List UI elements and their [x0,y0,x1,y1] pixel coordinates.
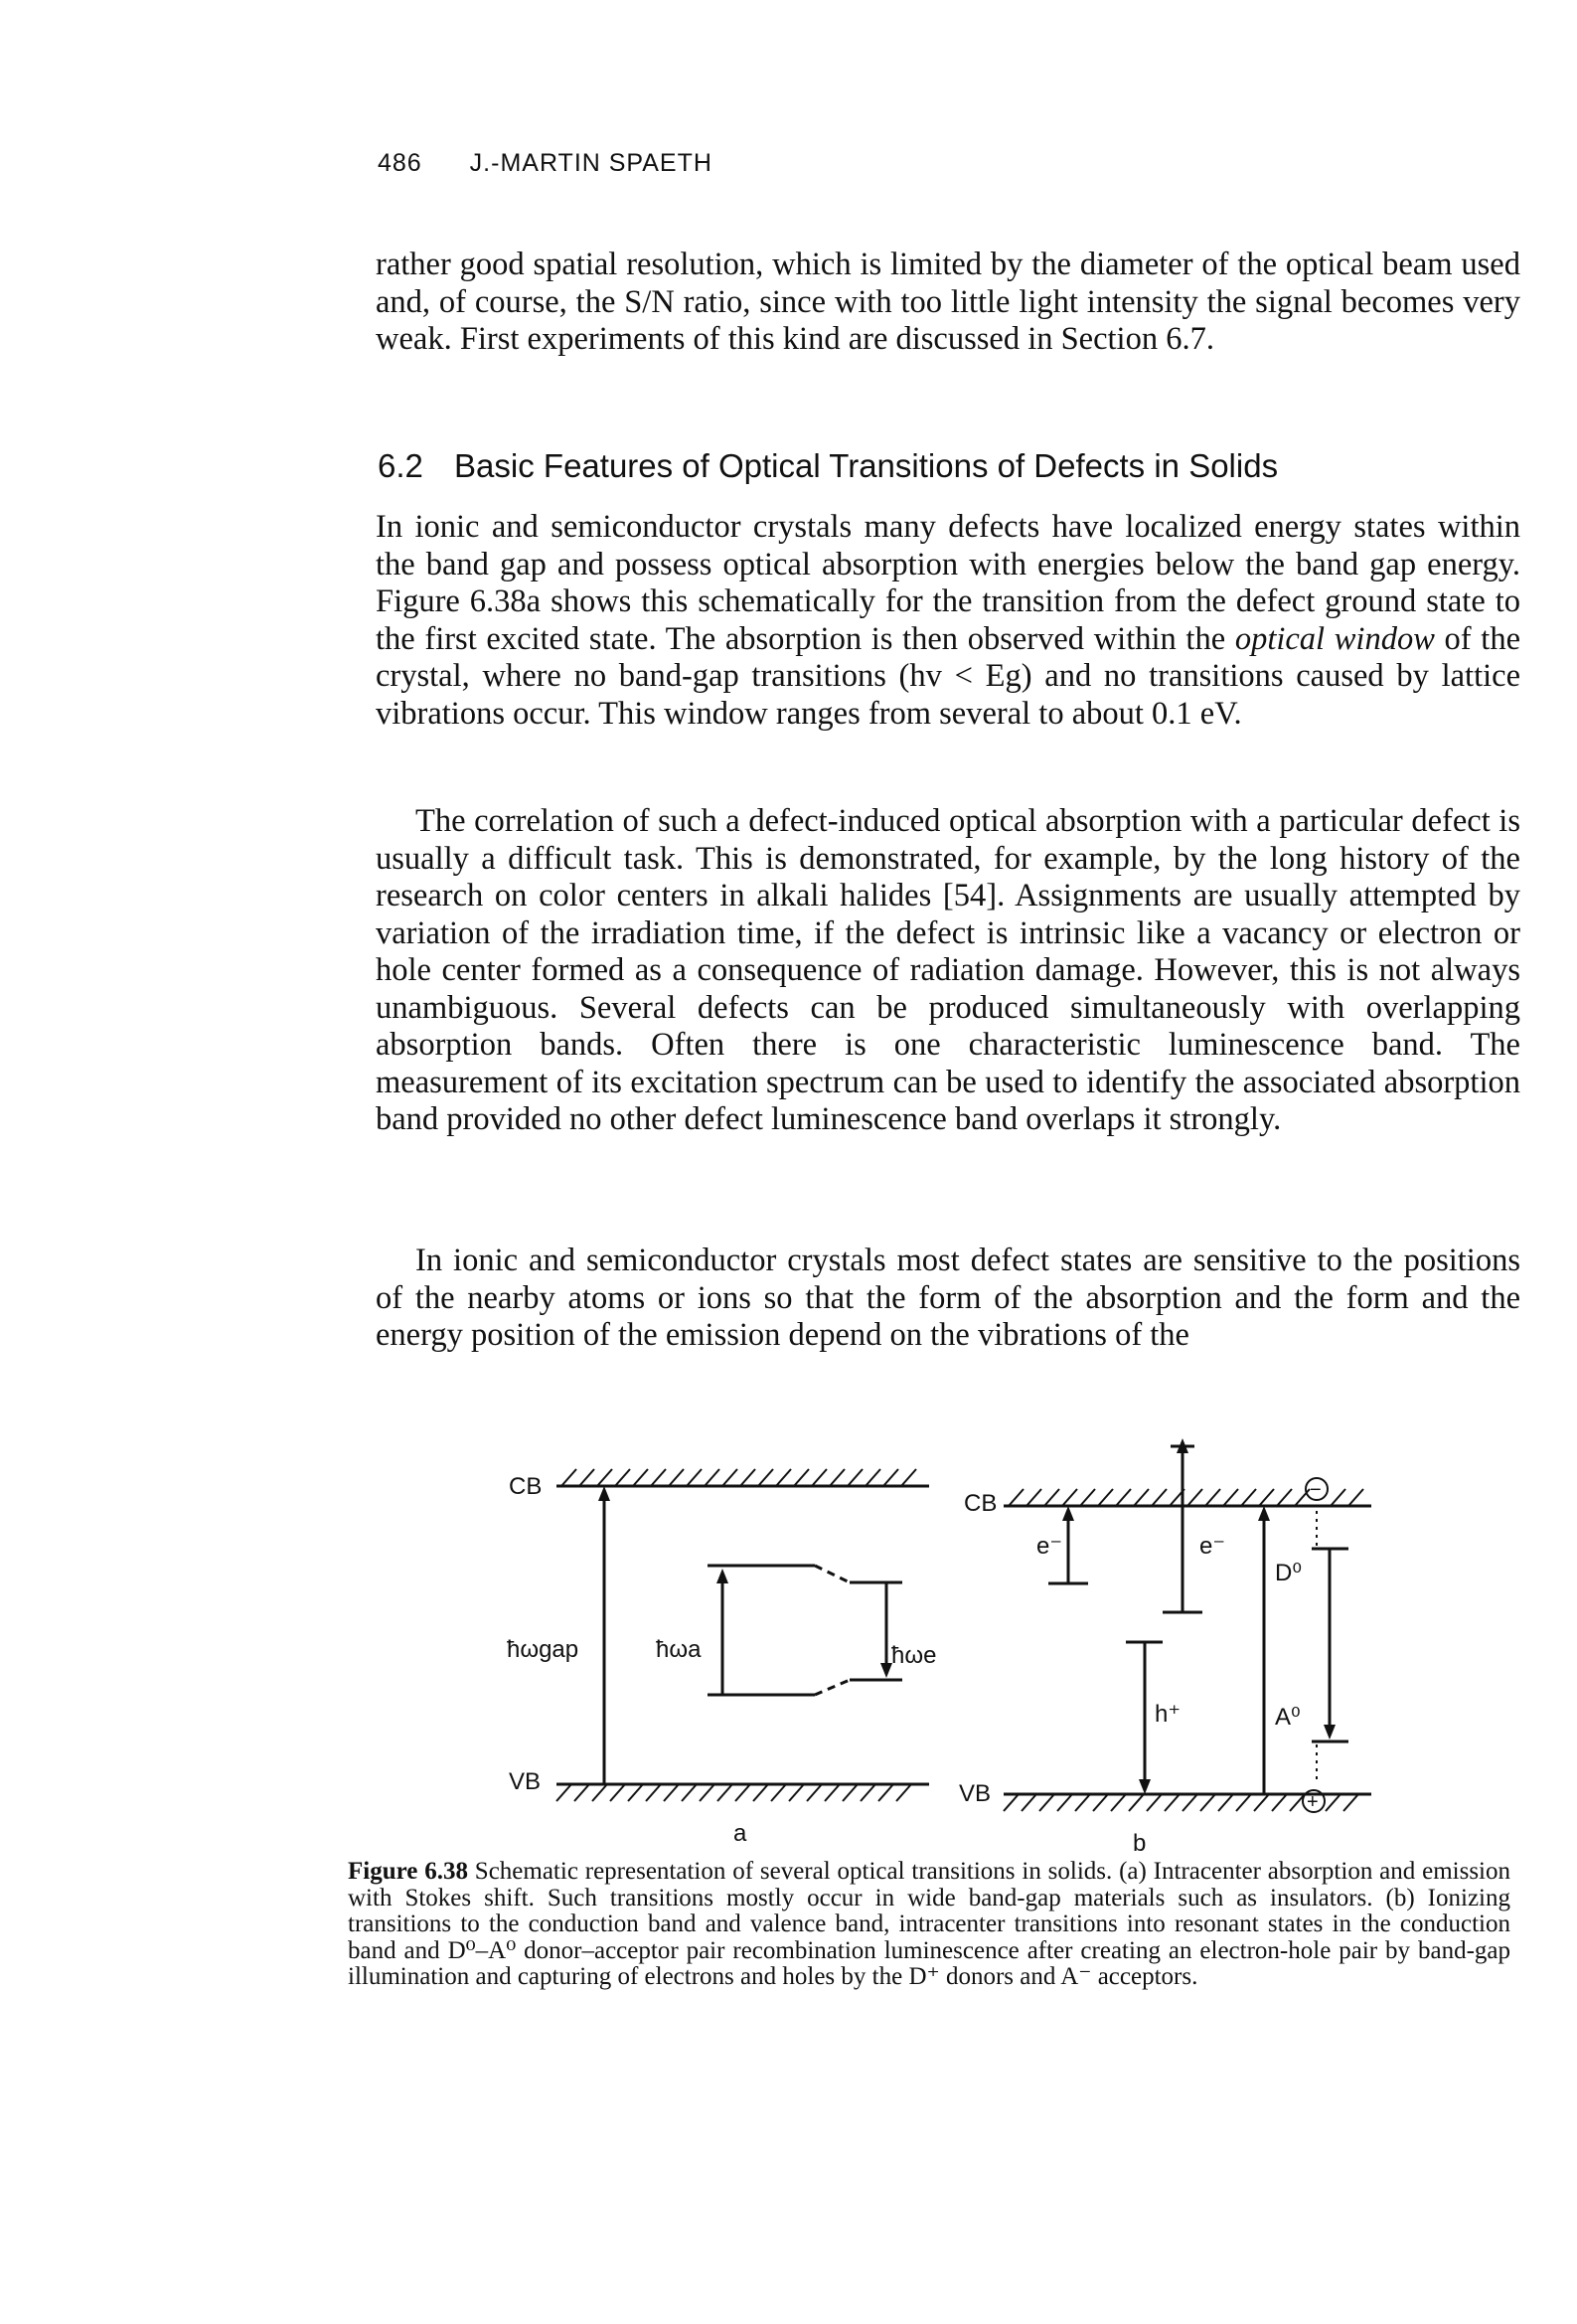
paragraph-vibrations: In ionic and semiconductor crystals most defect states are sensitive to the positions of the nearby atoms or ions so that the form of the absorption and the form and the energy position of the emission depend on the vibrations of the [376,1243,1520,1353]
paragraph-continued: rather good spatial resolution, which is limited by the diameter of the optical beam used and, of course, the S/N ratio, since with too little light intensity the signal becomes very weak. First experiments of this kind are discussed in Section 6.7. [376,247,1520,357]
emphasis-optical-window: optical window [1234,620,1435,657]
vb-hatching-a [556,1784,911,1801]
label-electron-1: e⁻ [1036,1533,1063,1560]
label-hw-gap: ħωgap [507,1636,579,1663]
label-hole: h⁺ [1155,1701,1182,1728]
label-cb-a: CB [509,1473,543,1500]
paragraph-text: of the crystal, where no band-gap transitions (hv < Eg) and no transitions caused by lattice vibrations occur. This window ranges from several to about 0.1 eV. [376,620,1521,732]
figure-caption [348,1859,1510,1991]
cb-hatching-a [561,1469,916,1486]
label-hw-a: ħωa [656,1636,702,1663]
section-number: 6.2 [378,447,423,484]
label-electron-2: e⁻ [1199,1533,1226,1560]
paragraph-correlation: The correlation of such a defect-induced optical absorption with a particular defect is usually a difficult task. This is demonstrated, for example, by the long history of the research on color centers in alkali halides [54]. Assignments are usually attempted by variation of the irradiation time, if the defect is intrinsic like a vacancy or electron or hole center formed as a consequence of radiation damage. However, this is not always unambiguous. Several defects can be produced simultaneously with overlapping absorption bands. Often there is one characteristic luminescence band. The measurement of its excitation spectrum can be used to identify the associated absorption band provided no other defect luminescence band overlaps it strongly. [376,803,1520,1137]
paragraph-text: In ionic and semiconductor crystals many defects have localized energy states within the band gap and possess optical absorption with energies below the band gap energy. Figure 6.38a shows this schematically for the transition from the defect ground state to the first excited state. The absorption is then observed within the [376,509,1520,657]
label-donor: D⁰ [1275,1560,1302,1586]
label-hw-e: ħωe [891,1642,937,1669]
caption-label: Figure 6.38 [348,1858,468,1885]
section-title: Basic Features of Optical Transitions of Defects in Solids [454,447,1279,484]
running-title: J.-MARTIN SPAETH [469,149,712,177]
label-acceptor: A⁰ [1275,1704,1301,1731]
caption-text: Schematic representation of several optical transitions in solids. (a) Intracenter absorption and emission with Stokes shift. Such transitions mostly occur in wide band-gap materials such as insulators. (b) Ionizing transitions to the conduction band and valence band, intracenter transitions into resonant states in the conduction band and D⁰–A⁰ donor–acceptor pair recombination luminescence after creating an electron-hole pair by band-gap illumination and capturing of electrons and holes by the D⁺ donors and A⁻ acceptors. [348,1858,1510,1990]
label-hole-charge: + [1307,1791,1319,1813]
label-part-b: b [1133,1830,1147,1857]
page-number: 486 [378,149,422,177]
label-electron-charge: − [1310,1479,1322,1501]
label-cb-b: CB [964,1490,998,1517]
label-vb-b: VB [959,1780,992,1807]
label-vb-a: VB [509,1768,542,1795]
label-part-a: a [733,1820,747,1847]
